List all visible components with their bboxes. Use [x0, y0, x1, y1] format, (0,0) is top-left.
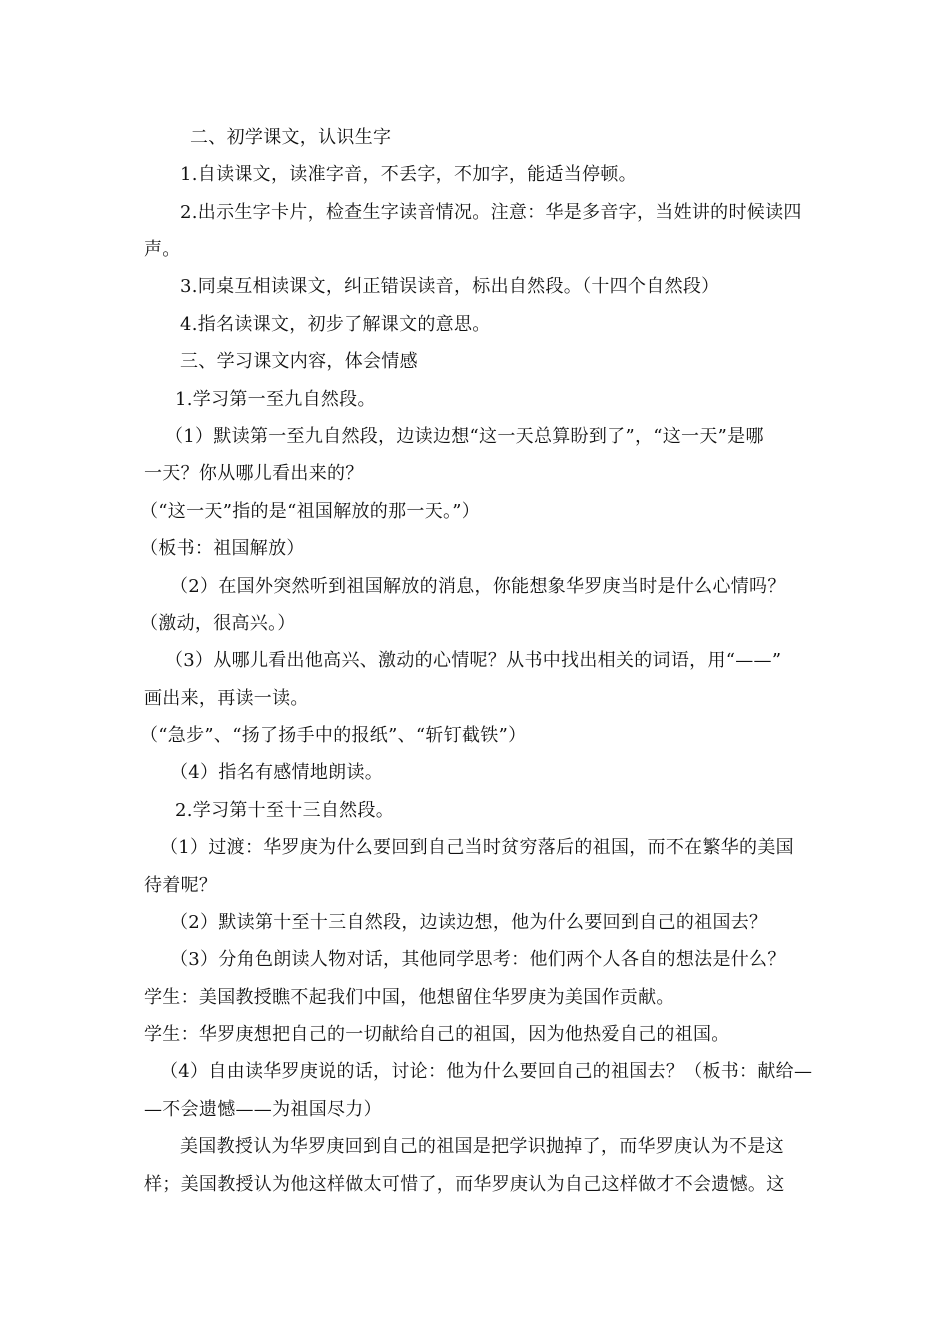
paragraph-line: （3）分角色朗读人物对话，其他同学思考：他们两个人各自的想法是什么？ — [170, 949, 786, 970]
paragraph-line: （1）过渡：华罗庚为什么要回到自己当时贫穷落后的祖国，而不在繁华的美国 — [160, 837, 794, 858]
paragraph-line: （板书：祖国解放） — [140, 538, 305, 559]
paragraph-line: 2.出示生字卡片，检查生字读音情况。注意：华是多音字，当姓讲的时候读四 — [180, 202, 802, 223]
paragraph-line: （激动，很高兴。） — [140, 613, 296, 634]
paragraph-line: 学生：华罗庚想把自己的一切献给自己的祖国，因为他热爱自己的祖国。 — [144, 1024, 730, 1045]
paragraph-line: 声。 — [144, 239, 181, 260]
paragraph-line: 学生：美国教授瞧不起我们中国，他想留住华罗庚为美国作贡献。 — [144, 987, 675, 1008]
paragraph-line: （“急步”、“扬了扬手中的报纸”、“斩钉截铁”） — [140, 725, 527, 746]
paragraph-line: 3.同桌互相读课文，纠正错误读音，标出自然段。（十四个自然段） — [180, 276, 720, 297]
paragraph-line: 画出来，再读一读。 — [144, 688, 309, 709]
paragraph-line: 2.学习第十至十三自然段。 — [175, 800, 395, 821]
paragraph-line: （2）默读第十至十三自然段，边读边想，他为什么要回到自己的祖国去？ — [170, 912, 768, 933]
paragraph-line: （4）指名有感情地朗读。 — [170, 762, 384, 783]
paragraph-line: 样；美国教授认为他这样做太可惜了，而华罗庚认为自己这样做才不会遗憾。这 — [144, 1174, 785, 1195]
paragraph-line: 1.自读课文，读准字音，不丢字，不加字，能适当停顿。 — [180, 164, 637, 185]
paragraph-line: （1）默读第一至九自然段，边读边想“这一天总算盼到了”，“这一天”是哪 — [165, 426, 764, 447]
paragraph-line: 一天？你从哪儿看出来的？ — [144, 463, 364, 484]
paragraph-line: 4.指名读课文，初步了解课文的意思。 — [180, 314, 491, 335]
paragraph-line: （2）在国外突然听到祖国解放的消息，你能想象华罗庚当时是什么心情吗？ — [170, 576, 786, 597]
paragraph-line: （“这一天”指的是“祖国解放的那一天。”） — [140, 501, 481, 522]
paragraph-line: 待着呢？ — [144, 875, 218, 896]
paragraph-line: 1.学习第一至九自然段。 — [175, 389, 376, 410]
paragraph-line: —不会遗憾——为祖国尽力） — [144, 1099, 382, 1120]
paragraph-line: （4）自由读华罗庚说的话，讨论：他为什么要回自己的祖国去？（板书：献给— — [160, 1061, 813, 1082]
section-heading-2: 二、初学课文，认识生字 — [190, 127, 392, 148]
paragraph-line: 美国教授认为华罗庚回到自己的祖国是把学识抛掉了，而华罗庚认为不是这 — [180, 1136, 784, 1157]
section-heading-3: 三、学习课文内容，体会情感 — [180, 351, 418, 372]
paragraph-line: （3）从哪儿看出他高兴、激动的心情呢？从书中找出相关的词语，用“——” — [165, 650, 782, 671]
